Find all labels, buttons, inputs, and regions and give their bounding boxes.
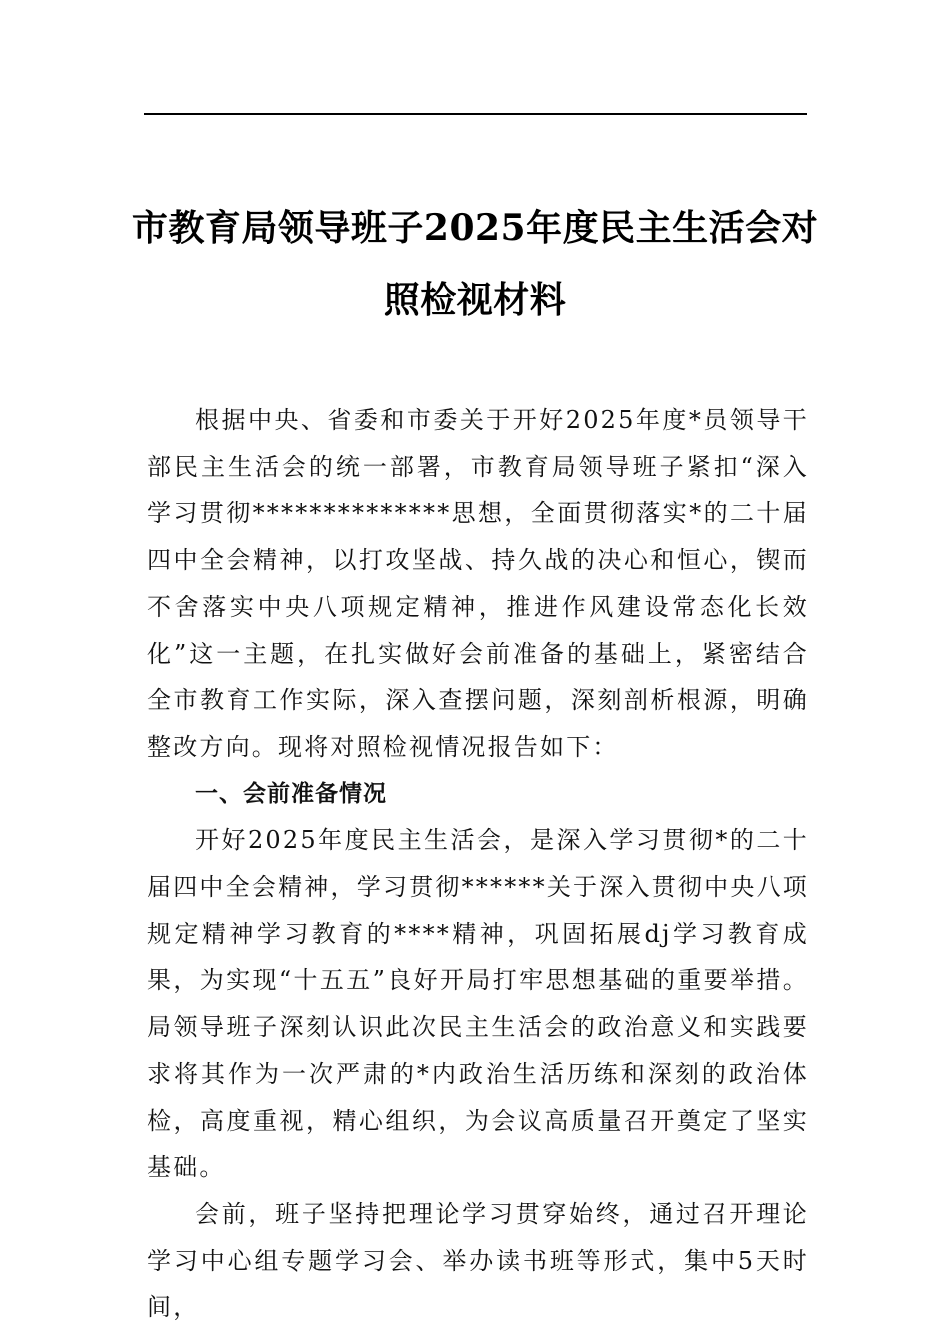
header-rule	[144, 113, 807, 115]
title-line-2: 照检视材料	[383, 279, 567, 322]
document-body	[147, 397, 809, 1331]
section-paragraph: 会前，班子坚持把理论学习贯穿始终，通过召开理论学习中心组专题学习会、举办读书班等形式，集中5天时间，	[147, 1199, 809, 1322]
section-heading: 一、会前准备情况	[195, 780, 387, 807]
intro-paragraph: 根据中央、省委和市委关于开好2025年度*员领导干部民主生活会的统一部署，市教育局领导班子紧扣“深入学习贯彻**************思想，全面贯彻落实*的二十届四中全会精神，以打攻坚战、持久战的决心和恒心，锲而不舍落实中央八项规定精神，推进作风建设常态化长效化”这一主题，在扎实做好会前准备的基础上，紧密结合全市教育工作实际，深入查摆问题，深刻剖析根源，明确整改方向。现将对照检视情况报告如下：	[147, 406, 809, 761]
title-line-1: 市教育局领导班子2025年度民主生活会对	[131, 207, 819, 250]
document-title	[130, 192, 820, 336]
section-paragraph: 开好2025年度民主生活会，是深入学习贯彻*的二十届四中全会精神，学习贯彻******关于深入贯彻中央八项规定精神学习教育的****精神，巩固拓展dj学习教育成果，为实现“十五五”良好开局打牢思想基础的重要举措。局领导班子深刻认识此次民主生活会的政治意义和实践要求将其作为一次严肃的*内政治生活历练和深刻的政治体检，高度重视，精心组织，为会议高质量召开奠定了坚实基础。	[147, 826, 809, 1182]
